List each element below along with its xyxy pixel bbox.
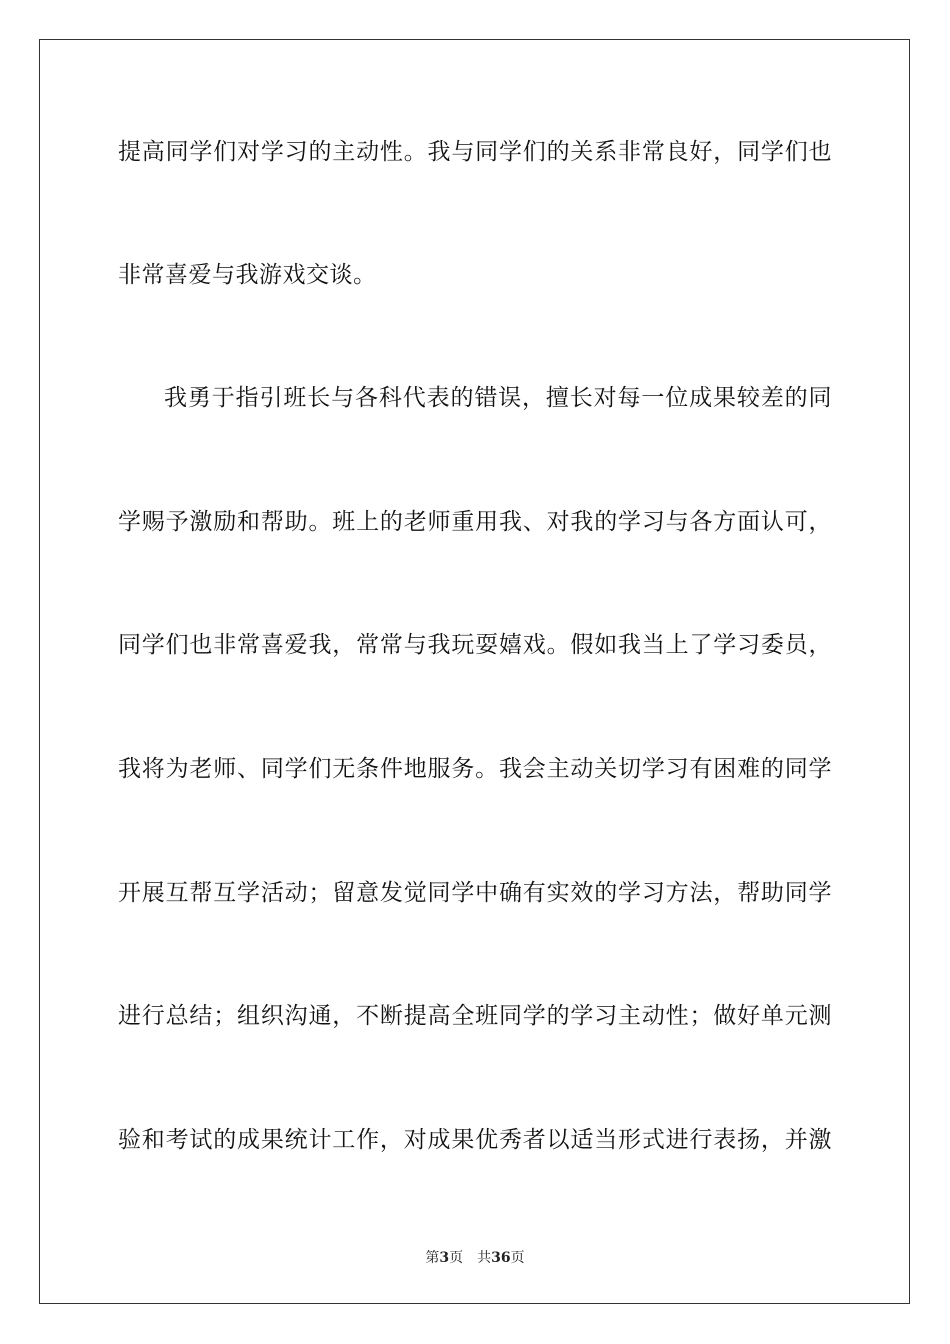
text-line-3: 我勇于指引班长与各科代表的错误，擅长对每一位成果较差的同 xyxy=(164,385,832,411)
text-line-8: 进行总结；组织沟通，不断提高全班同学的学习主动性；做好单元测 xyxy=(118,1003,832,1029)
total-suffix: 页 xyxy=(510,1250,525,1266)
page-border xyxy=(39,39,910,1304)
total-prefix: 共 xyxy=(477,1250,492,1266)
text-line-1: 提高同学们对学习的主动性。我与同学们的关系非常良好，同学们也 xyxy=(118,139,832,165)
text-line-6: 我将为老师、同学们无条件地服务。我会主动关切学习有困难的同学 xyxy=(118,756,832,782)
page-footer xyxy=(0,1249,950,1267)
total-page-count: 36 xyxy=(491,1250,511,1266)
text-line-2: 非常喜爱与我游戏交谈。 xyxy=(118,262,377,288)
text-line-5: 同学们也非常喜爱我，常常与我玩耍嬉戏。假如我当上了学习委员， xyxy=(118,632,832,658)
current-page-number: 3 xyxy=(439,1250,450,1266)
text-line-4: 学赐予激励和帮助。班上的老师重用我、对我的学习与各方面认可， xyxy=(118,509,832,535)
text-line-9: 验和考试的成果统计工作，对成果优秀者以适当形式进行表扬，并激 xyxy=(118,1127,832,1153)
page-suffix: 页 xyxy=(449,1250,464,1266)
page-prefix: 第 xyxy=(425,1250,440,1266)
text-line-7: 开展互帮互学活动；留意发觉同学中确有实效的学习方法，帮助同学 xyxy=(118,880,832,906)
